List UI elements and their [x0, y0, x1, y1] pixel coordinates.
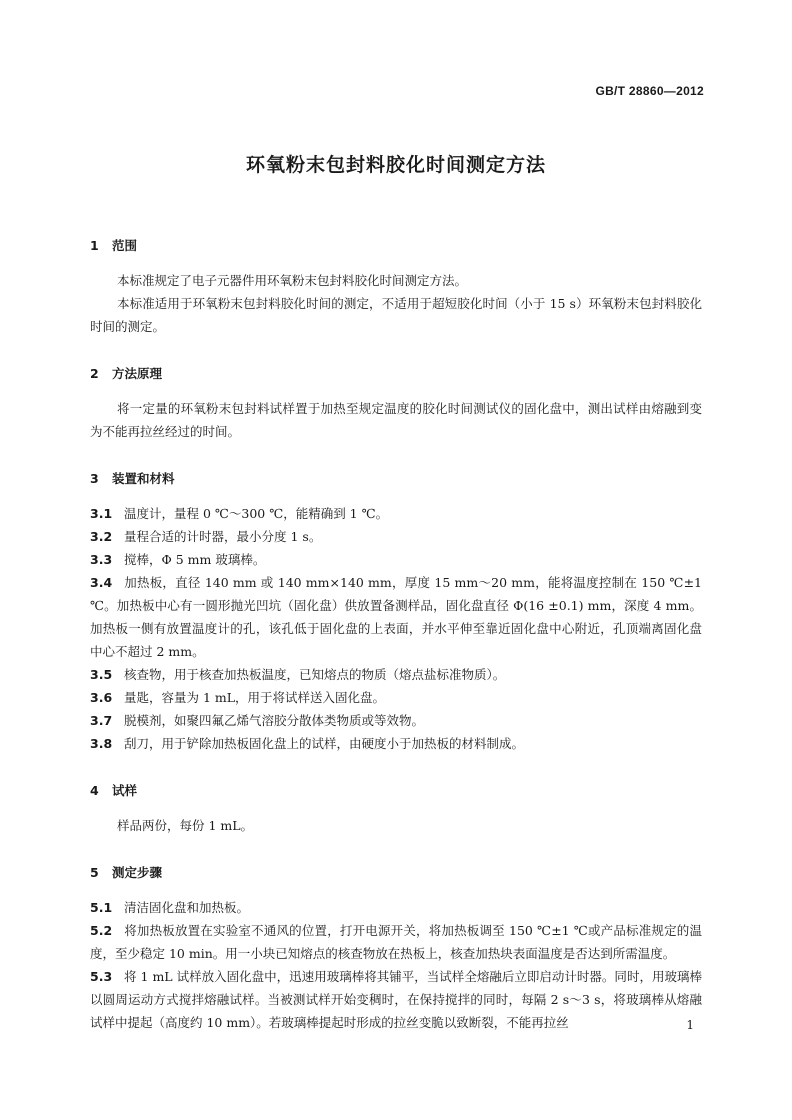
clause-item	[90, 502, 702, 525]
section-principle	[90, 362, 702, 443]
clause-text: 将加热板放置在实验室不通风的位置，打开电源开关，将加热板调至 150 ℃±1 ℃或产品标准规定的温度，至少稳定 10 min。用一小块已知熔点的核查物放在热板上，核查加热块表面温度是否达到所需温度。	[90, 923, 702, 961]
section-heading	[90, 234, 702, 257]
section-title: 测定步骤	[112, 865, 163, 880]
clause-number: 3.1	[90, 506, 113, 521]
clause-text: 清洁固化盘和加热板。	[124, 900, 250, 915]
section-title: 范围	[112, 238, 138, 253]
section-heading	[90, 362, 702, 385]
section-heading	[90, 467, 702, 490]
clause-item	[90, 709, 702, 732]
clause-item	[90, 919, 702, 965]
section-number: 4	[90, 783, 99, 798]
section-number: 1	[90, 238, 99, 253]
clause-number: 3.8	[90, 736, 113, 751]
section-title: 方法原理	[112, 366, 163, 381]
section-apparatus	[90, 467, 702, 755]
clause-item	[90, 663, 702, 686]
section-number: 5	[90, 865, 99, 880]
clause-text: 核查物，用于核查加热板温度，已知熔点的物质（熔点盐标准物质）。	[124, 667, 506, 682]
clause-number: 5.1	[90, 900, 113, 915]
clause-text: 温度计，量程 0 ℃～300 ℃，能精确到 1 ℃。	[124, 506, 389, 521]
paragraph: 样品两份，每份 1 mL。	[117, 818, 254, 833]
clause-text: 量程合适的计时器，最小分度 1 s。	[124, 529, 322, 544]
clause-item	[90, 732, 702, 755]
page-number: 1	[686, 1018, 694, 1032]
clause-text: 搅棒，Φ 5 mm 玻璃棒。	[124, 552, 266, 567]
paragraph: 本标准规定了电子元器件用环氧粉末包封料胶化时间测定方法。	[117, 273, 468, 288]
document-title: 环氧粉末包封料胶化时间测定方法	[245, 154, 546, 176]
clause-number: 3.4	[90, 575, 113, 590]
section-title: 试样	[112, 783, 138, 798]
section-scope	[90, 234, 702, 338]
clause-text: 脱模剂，如聚四氟乙烯气溶胶分散体类物质或等效物。	[124, 713, 425, 728]
clause-text: 加热板，直径 140 mm 或 140 mm×140 mm，厚度 15 mm～20 mm，能将温度控制在 150 ℃±1 ℃。加热板中心有一圆形抛光凹坑（固化盘）供放置备测样品，固化盘直径 Φ(16 ±0.1) mm，深度 4 mm。加热板一侧有放置温度计的孔，该孔低于固化盘的上表面，并水平伸至靠近固化盘中心附近，孔顶端离固化盘中心不超过 2 mm。	[90, 575, 702, 659]
paragraph: 将一定量的环氧粉末包封料试样置于加热至规定温度的胶化时间测试仪的固化盘中，测出试样由熔融到变为不能再拉丝经过的时间。	[90, 401, 702, 439]
clause-item	[90, 525, 702, 548]
section-heading	[90, 779, 702, 802]
clause-number: 3.3	[90, 552, 113, 567]
clause-item	[90, 965, 702, 1034]
section-number: 2	[90, 366, 99, 381]
clause-number: 3.7	[90, 713, 113, 728]
clause-text: 将 1 mL 试样放入固化盘中，迅速用玻璃棒将其铺平，当试样全熔融后立即启动计时器。同时，用玻璃棒以圆周运动方式搅拌熔融试样。当被测试样开始变稠时，在保持搅拌的同时，每隔 2 s～3 s，将玻璃棒从熔融试样中提起（高度约 10 mm）。若玻璃棒提起时形成的拉丝变脆以致断裂，不能再拉丝	[90, 969, 702, 1030]
section-title: 装置和材料	[112, 471, 175, 486]
clause-item	[90, 896, 702, 919]
clause-number: 3.5	[90, 667, 113, 682]
document-body	[90, 220, 702, 1034]
clause-text: 刮刀，用于铲除加热板固化盘上的试样，由硬度小于加热板的材料制成。	[124, 736, 525, 751]
section-sample	[90, 779, 702, 837]
section-heading	[90, 861, 702, 884]
clause-text: 量匙，容量为 1 mL，用于将试样送入固化盘。	[124, 690, 386, 705]
section-procedure	[90, 861, 702, 1034]
clause-item	[90, 548, 702, 571]
section-number: 3	[90, 471, 99, 486]
paragraph: 本标准适用于环氧粉末包封料胶化时间的测定，不适用于超短胶化时间（小于 15 s）环氧粉末包封料胶化时间的测定。	[90, 296, 702, 334]
standard-number: GB/T 28860—2012	[595, 84, 704, 98]
clause-item	[90, 686, 702, 709]
clause-number: 3.6	[90, 690, 113, 705]
clause-number: 5.2	[90, 923, 113, 938]
clause-number: 3.2	[90, 529, 113, 544]
clause-item	[90, 571, 702, 663]
clause-number: 5.3	[90, 969, 113, 984]
